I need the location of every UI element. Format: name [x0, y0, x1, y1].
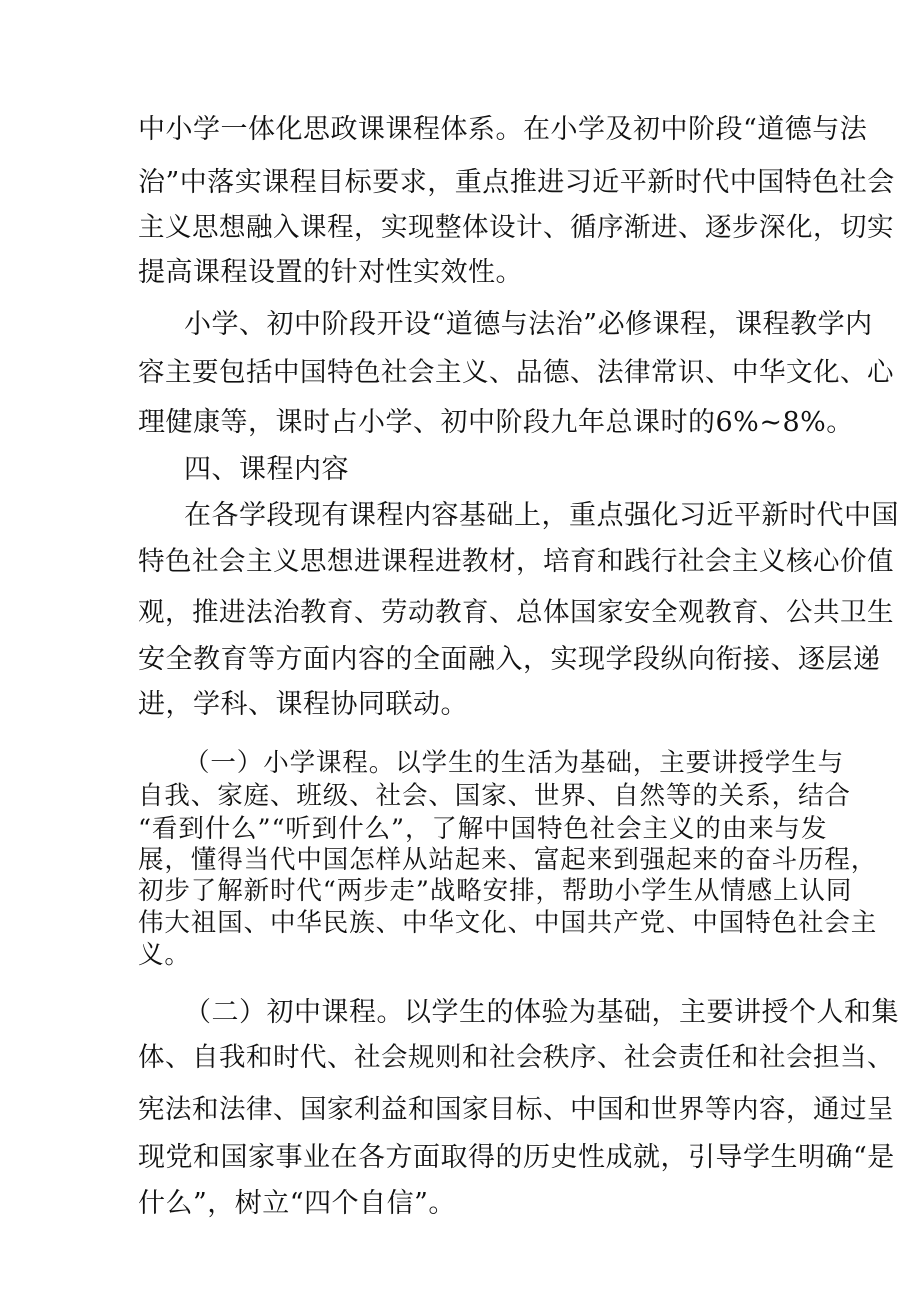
section-heading: 四、课程内容 [184, 454, 349, 485]
paragraph-line: 小学、初中阶段开设“道德与法治”必修课程，课程教学内 [184, 309, 873, 340]
paragraph-line: 容主要包括中国特色社会主义、品德、法律常识、中华文化、心 [138, 357, 894, 388]
paragraph-line: 义。 [138, 940, 191, 970]
paragraph-line: 安全教育等方面内容的全面融入，实现学段纵向衔接、逐层递 [138, 644, 881, 675]
paragraph-line: 什么”，树立“四个自信”。 [138, 1188, 456, 1219]
paragraph-line: 提高课程设置的针对性实效性。 [138, 257, 523, 288]
paragraph-line: 自我、家庭、班级、社会、国家、世界、自然等的关系，结合 [138, 781, 851, 811]
paragraph-line: 体、自我和时代、社会规则和社会秩序、社会责任和社会担当、 [138, 1042, 894, 1073]
paragraph-line: 展，懂得当代中国怎样从站起来、富起来到强起来的奋斗历程， [138, 845, 878, 875]
paragraph-line: 进，学科、课程协同联动。 [138, 689, 468, 720]
paragraph-line: 现党和国家事业在各方面取得的历史性成就，引导学生明确“是 [138, 1142, 895, 1173]
paragraph-line: 宪法和法律、国家利益和国家目标、中国和世界等内容，通过呈 [138, 1094, 894, 1125]
paragraph-line: （二）初中课程。以学生的体验为基础，主要讲授个人和集 [184, 997, 899, 1028]
paragraph-line: 治”中落实课程目标要求，重点推进习近平新时代中国特色社会 [138, 167, 895, 198]
paragraph-line: （一）小学课程。以学生的生活为基础，主要讲授学生与 [184, 748, 845, 778]
paragraph-line: 中小学一体化思政课课程体系。在小学及初中阶段“道德与法 [138, 114, 868, 145]
paragraph-line: 理健康等，课时占小学、初中阶段九年总课时的6%~8%。 [138, 407, 854, 438]
paragraph-line: “看到什么”“听到什么”，了解中国特色社会主义的由来与发 [138, 814, 828, 844]
paragraph-line: 观，推进法治教育、劳动教育、总体国家安全观教育、公共卫生 [138, 597, 894, 628]
paragraph-line: 主义思想融入课程，实现整体设计、循序渐进、逐步深化，切实 [138, 212, 894, 243]
paragraph-line: 特色社会主义思想进课程进教材，培育和践行社会主义核心价值 [138, 546, 894, 577]
paragraph-line: 在各学段现有课程内容基础上，重点强化习近平新时代中国 [184, 500, 899, 531]
paragraph-line: 初步了解新时代“两步走”战略安排，帮助小学生从情感上认同 [138, 876, 853, 906]
paragraph-line: 伟大祖国、中华民族、中华文化、中国共产党、中国特色社会主 [138, 908, 878, 938]
